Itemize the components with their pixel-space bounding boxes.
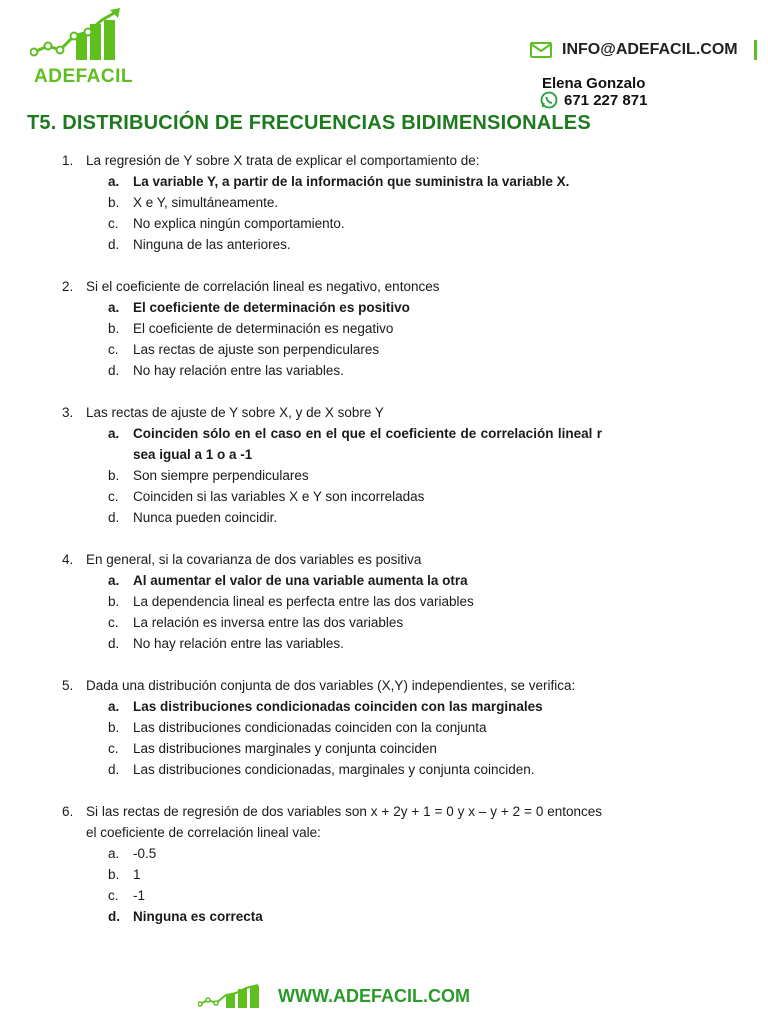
option-letter: a. (108, 300, 120, 315)
option-letter: c. (108, 216, 119, 231)
growth-chart-icon (30, 8, 130, 68)
option-letter: b. (108, 720, 120, 735)
question (62, 150, 602, 255)
option-letter: a. (108, 846, 120, 861)
question-text: Si el coeficiente de correlación lineal es negativo, entonces (86, 279, 440, 294)
option-text: -1 (133, 888, 146, 903)
question (62, 276, 602, 381)
option-letter: d. (108, 636, 120, 651)
answer-option-correct (108, 906, 602, 927)
logo-text: ADEFACIL (34, 66, 133, 87)
contact-email[interactable] (530, 40, 757, 60)
question-list (62, 150, 602, 948)
option-text: X e Y, simultáneamente. (133, 195, 279, 210)
option-text: Las distribuciones condicionadas coinciden con la conjunta (133, 720, 487, 735)
answer-option-correct (108, 297, 602, 318)
answer-option (108, 339, 602, 360)
answer-option-correct (108, 696, 602, 717)
answer-option (108, 738, 602, 759)
option-letter: c. (108, 888, 119, 903)
answer-option (108, 885, 602, 906)
answer-option-correct (108, 423, 602, 465)
answer-option (108, 612, 602, 633)
option-letter: c. (108, 489, 119, 504)
option-letter: b. (108, 594, 120, 609)
option-letter: b. (108, 321, 120, 336)
option-text: Ninguna de las anteriores. (133, 237, 291, 252)
answer-option (108, 465, 602, 486)
option-text: 1 (133, 867, 141, 882)
answer-option (108, 864, 602, 885)
answer-option (108, 360, 602, 381)
question-number: 5. (62, 678, 74, 693)
answer-option (108, 486, 602, 507)
answer-option (108, 843, 602, 864)
question-number: 6. (62, 804, 74, 819)
question (62, 549, 602, 654)
answer-option (108, 318, 602, 339)
option-letter: b. (108, 195, 120, 210)
answer-option (108, 759, 602, 780)
option-text: Ninguna es correcta (133, 909, 263, 924)
option-text: -0.5 (133, 846, 157, 861)
question-text: Si las rectas de regresión de dos variables son x + 2y + 1 = 0 y x – y + 2 = 0 entonces el coeficiente de correlación lineal vale: (86, 804, 602, 840)
answer-option (108, 234, 602, 255)
option-text: No hay relación entre las variables. (133, 636, 344, 651)
option-letter: a. (108, 174, 120, 189)
option-text: Coinciden si las variables X e Y son incorreladas (133, 489, 425, 504)
question-text: La regresión de Y sobre X trata de explicar el comportamiento de: (86, 153, 480, 168)
option-text: No hay relación entre las variables. (133, 363, 344, 378)
option-letter: a. (108, 573, 120, 588)
option-letter: d. (108, 762, 120, 777)
answer-option (108, 213, 602, 234)
option-text: Las distribuciones condicionadas, marginales y conjunta coinciden. (133, 762, 535, 777)
adefacil-logo (30, 8, 133, 87)
answer-option (108, 591, 602, 612)
question-text: Dada una distribución conjunta de dos variables (X,Y) independientes, se verifica: (86, 678, 576, 693)
option-text: El coeficiente de determinación es positivo (133, 300, 410, 315)
option-text: Al aumentar el valor de una variable aumenta la otra (133, 573, 468, 588)
contact-phone[interactable] (540, 91, 647, 109)
question-text: Las rectas de ajuste de Y sobre X, y de X sobre Y (86, 405, 384, 420)
phone-text: 671 227 871 (564, 91, 648, 109)
option-letter: b. (108, 867, 120, 882)
answer-option-correct (108, 171, 602, 192)
option-text: Coinciden sólo en el caso en el que el coeficiente de correlación lineal r sea igual a 1 o a -1 (133, 426, 602, 462)
email-text: INFO@ADEFACIL.COM (562, 41, 738, 58)
option-letter: b. (108, 468, 120, 483)
option-letter: d. (108, 237, 120, 252)
option-text: Las distribuciones marginales y conjunta coinciden (133, 741, 437, 756)
question (62, 675, 602, 780)
option-letter: d. (108, 363, 120, 378)
option-text: La relación es inversa entre las dos variables (133, 615, 404, 630)
option-text: El coeficiente de determinación es negativo (133, 321, 394, 336)
option-text: Nunca pueden coincidir. (133, 510, 278, 525)
answer-option (108, 717, 602, 738)
option-letter: d. (108, 909, 120, 924)
contact-name: Elena Gonzalo (542, 75, 646, 92)
option-text: Las distribuciones condicionadas coinciden con las marginales (133, 699, 543, 714)
question (62, 801, 602, 927)
answer-option (108, 507, 602, 528)
question (62, 402, 602, 528)
option-text: No explica ningún comportamiento. (133, 216, 345, 231)
question-number: 1. (62, 153, 74, 168)
question-number: 2. (62, 279, 74, 294)
question-text: En general, si la covarianza de dos variables es positiva (86, 552, 422, 567)
option-letter: c. (108, 342, 119, 357)
option-letter: c. (108, 615, 119, 630)
answer-option (108, 633, 602, 654)
website-link[interactable]: WWW.ADEFACIL.COM (278, 985, 470, 1006)
envelope-icon (530, 42, 552, 58)
question-number: 4. (62, 552, 74, 567)
whatsapp-icon (540, 91, 558, 109)
option-letter: d. (108, 510, 120, 525)
answer-option-correct (108, 570, 602, 591)
divider (754, 40, 757, 60)
option-text: Las rectas de ajuste son perpendiculares (133, 342, 380, 357)
growth-chart-icon (198, 984, 264, 1008)
option-letter: a. (108, 426, 120, 441)
option-text: La dependencia lineal es perfecta entre las dos variables (133, 594, 474, 609)
option-letter: a. (108, 699, 120, 714)
option-text: Son siempre perpendiculares (133, 468, 309, 483)
option-text: La variable Y, a partir de la información que suministra la variable X. (133, 174, 570, 189)
answer-option (108, 192, 602, 213)
page-title: T5. DISTRIBUCIÓN DE FRECUENCIAS BIDIMENSIONALES (27, 112, 591, 134)
option-letter: c. (108, 741, 119, 756)
question-number: 3. (62, 405, 74, 420)
footer (198, 984, 470, 1008)
